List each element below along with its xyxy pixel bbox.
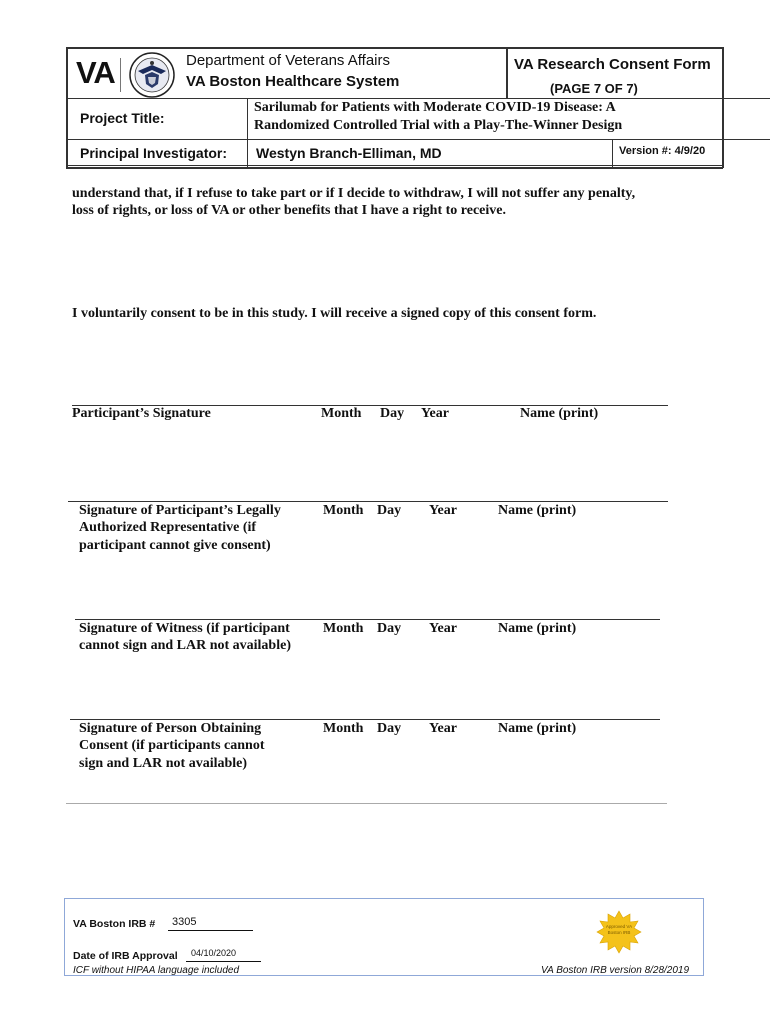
department-name: Department of Veterans Affairs xyxy=(186,52,391,69)
signature-label: sign and LAR not available) xyxy=(79,756,248,771)
irb-number-underline xyxy=(168,930,253,931)
signature-label: Authorized Representative (if xyxy=(79,520,257,535)
principal-investigator-name: Westyn Branch-Elliman, MD xyxy=(256,145,442,161)
signature-label: participant cannot give consent) xyxy=(79,538,271,553)
year-label: Year xyxy=(429,503,457,518)
month-label: Month xyxy=(323,721,364,736)
withdrawal-statement-line-2: loss of rights, or loss of VA or other benefits that I have a right to receive. xyxy=(72,203,506,218)
month-label: Month xyxy=(323,621,364,636)
day-label: Day xyxy=(377,621,402,636)
healthcare-system-name: VA Boston Healthcare System xyxy=(186,73,400,90)
signature-label: Participant’s Signature xyxy=(72,406,211,421)
name-print-label: Name (print) xyxy=(520,406,599,421)
name-print-label: Name (print) xyxy=(498,503,577,518)
irb-approval-underline xyxy=(186,961,261,962)
consent-statement: I voluntarily consent to be in this study. I will receive a signed copy of this consent form. xyxy=(72,306,597,321)
year-label: Year xyxy=(421,406,449,421)
signature-label: Signature of Witness (if participant xyxy=(79,621,290,636)
name-print-label: Name (print) xyxy=(498,621,577,636)
withdrawal-statement-line-1: understand that, if I refuse to take part or if I decide to withdraw, I will not suffer any penalty, xyxy=(72,186,636,201)
signature-label: cannot sign and LAR not available) xyxy=(79,638,291,653)
va-logo: VA xyxy=(76,55,115,90)
irb-approval-date-label: Date of IRB Approval xyxy=(73,950,178,962)
project-title: Sarilumab for Patients with Moderate COVID-19 Disease: A Randomized Controlled Trial with a Play-The-Winner Design xyxy=(254,100,623,133)
page-number: (PAGE 7 OF 7) xyxy=(550,81,638,96)
version-number: Version #: 4/9/20 xyxy=(619,145,706,157)
month-label: Month xyxy=(323,503,364,518)
irb-number-value: 3305 xyxy=(172,916,197,928)
irb-number-label: VA Boston IRB # xyxy=(73,918,156,930)
logo-divider xyxy=(120,58,121,92)
form-title: VA Research Consent Form xyxy=(514,56,711,73)
month-label: Month xyxy=(321,406,362,421)
va-seal-icon xyxy=(128,51,176,99)
day-label: Day xyxy=(377,721,402,736)
signature-section-divider xyxy=(66,803,667,804)
signature-label: Consent (if participants cannot xyxy=(79,738,265,753)
irb-version: VA Boston IRB version 8/28/2019 xyxy=(541,965,690,976)
principal-investigator-label: Principal Investigator: xyxy=(80,145,228,161)
day-label: Day xyxy=(377,503,402,518)
name-print-label: Name (print) xyxy=(498,721,577,736)
year-label: Year xyxy=(429,721,457,736)
year-label: Year xyxy=(429,621,457,636)
signature-label: Signature of Person Obtaining xyxy=(79,721,262,736)
project-title-label: Project Title: xyxy=(80,110,165,126)
irb-approval-stamp-text: Approved VA Boston IRB xyxy=(605,924,633,935)
icf-note: ICF without HIPAA language included xyxy=(73,965,240,976)
signature-label: Signature of Participant’s Legally xyxy=(79,503,281,518)
irb-approval-date-value: 04/10/2020 xyxy=(191,948,237,958)
day-label: Day xyxy=(380,406,405,421)
